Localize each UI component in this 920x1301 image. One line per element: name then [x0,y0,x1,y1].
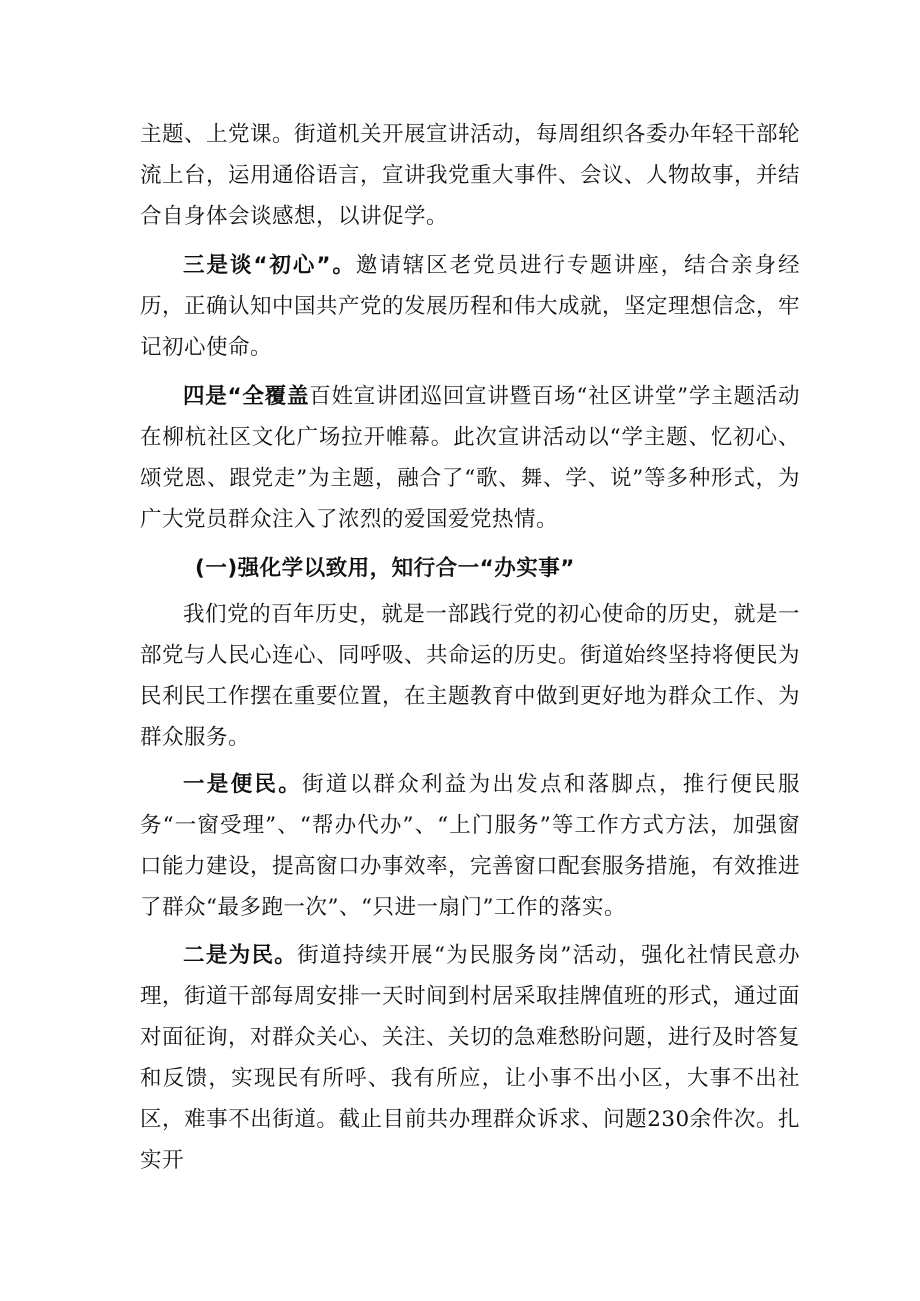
paragraph-intro [140,594,800,758]
paragraph-text: 百姓宣讲团巡回宣讲暨百场“社区讲堂”学主题活动在柳杭社区文化广场拉开帷幕。此次宣讲活动以“学主题、忆初心、颂党恩、跟党走”为主题，融合了“歌、舞、学、说”等多种形式，为广大党员群众注入了浓烈的爱国爱党热情。 [140,384,800,532]
paragraph-lead: 三是谈“初心”。 [183,253,356,278]
paragraph-text: 邀请辖区老党员进行专题讲座，结合亲身经历，正确认知中国共产党的发展历程和伟大成就，坚定理想信念，牢记初心使命。 [140,253,801,360]
section-heading: (一)强化学以致用，知行合一“办实事” [195,556,575,581]
paragraph-quan-fugai [140,376,800,540]
paragraph-lead: 四是“全覆盖 [183,384,310,409]
paragraph-bianmin [140,764,800,928]
paragraph-text: 街道以群众利益为出发点和落脚点，推行便民服务“一窗受理”、“帮办代办”、“上门服务”等工作方式方法，加强窗口能力建设，提高窗口办事效率，完善窗口配套服务措施，有效推进了群众“最多跑一次”、“只进一扇门”工作的落实。 [140,772,801,920]
paragraph-text: 主题、上党课。街道机关开展宣讲活动，每周组织各委办年轻干部轮流上台，运用通俗语言，宣讲我党重大事件、会议、人物故事，并结合自身体会谈感想，以讲促学。 [140,122,801,229]
paragraph-weimin [140,935,800,1181]
paragraph-lead: 一是便民。 [183,772,302,797]
paragraph-lead: 二是为民。 [183,943,298,968]
paragraph-text: 街道持续开展“为民服务岗”活动，强化社情民意办理，街道干部每周安排一天时间到村居采取挂牌值班的形式，通过面对面征询，对群众关心、关注、关切的急难愁盼问题，进行及时答复和反馈，实现民有所呼、我有所应，让小事不出小区，大事不出社区，难事不出街道。截止目前共办理群众诉求、问题230余件次。扎实开 [140,943,801,1173]
paragraph-tan-chuxin [140,245,800,368]
paragraph-continuation [140,114,800,237]
paragraph-text: 我们党的百年历史，就是一部践行党的初心使命的历史，就是一部党与人民心连心、同呼吸、共命运的历史。街道始终坚持将便民为民利民工作摆在重要位置，在主题教育中做到更好地为群众工作、为群众服务。 [140,602,801,750]
